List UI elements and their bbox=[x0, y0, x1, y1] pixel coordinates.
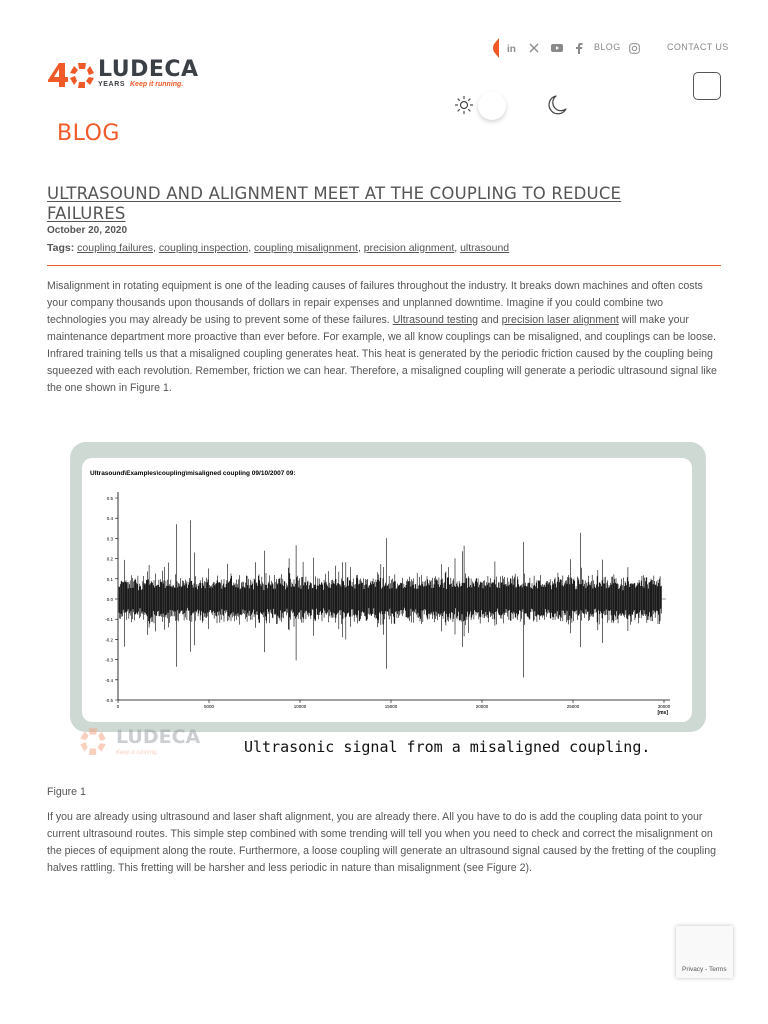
instagram-icon[interactable] bbox=[629, 40, 640, 56]
svg-text:in: in bbox=[507, 44, 516, 54]
logo-name: LUDECA bbox=[98, 57, 199, 82]
sun-icon bbox=[454, 95, 474, 115]
tag-link[interactable]: ultrasound bbox=[460, 242, 510, 254]
y-tick-label: 0.2 bbox=[106, 556, 113, 562]
x-tick-label: 25000 bbox=[566, 704, 580, 709]
section-title: BLOG bbox=[57, 121, 120, 146]
y-tick-label: -0.5 bbox=[105, 698, 113, 703]
post-title[interactable]: ULTRASOUND AND ALIGNMENT MEET AT THE COUPLING TO REDUCE FAILURES bbox=[47, 184, 622, 223]
y-tick-label: 0.1 bbox=[106, 576, 113, 582]
signal-trace bbox=[119, 520, 662, 677]
post-date: October 20, 2020 bbox=[47, 225, 128, 236]
linkedin-icon[interactable] bbox=[507, 40, 519, 56]
facebook-icon[interactable] bbox=[575, 40, 583, 56]
y-tick-label: -0.2 bbox=[105, 637, 113, 643]
watermark-tagline: Keep it running. bbox=[116, 750, 159, 756]
ludeca-logo[interactable] bbox=[46, 57, 199, 92]
x-tick-label: 30000 bbox=[657, 704, 671, 709]
menu-button[interactable] bbox=[693, 72, 721, 100]
ludeca-watermark-logo bbox=[76, 724, 206, 760]
post-tags: Tags: coupling failures, coupling inspection, coupling misalignment, precision alignment, ultrasound bbox=[47, 242, 510, 254]
tag-link[interactable]: coupling misalignment bbox=[254, 242, 358, 254]
signal-chart bbox=[82, 458, 692, 722]
x-tick-label: 20000 bbox=[475, 704, 489, 709]
recaptcha-links[interactable]: Privacy - Terms bbox=[682, 966, 727, 973]
logo-40-mark bbox=[46, 60, 98, 90]
x-tick-label: 15000 bbox=[384, 704, 398, 709]
theme-toggle[interactable] bbox=[452, 90, 572, 122]
y-tick-label: -0.3 bbox=[105, 657, 113, 663]
second-paragraph: If you are already using ultrasound and laser shaft alignment, you are already there. All you have to do is add the coupling data point to your current ultrasound routes. This simple step combined with some trending will tell you when you need to check and correct the misalignment on the pieces of equipment along the route. Furthermore, a loose coupling will generate an ultrasound signal caused by the fretting of the coupling halves rattling. This fretting will be harsher and less periodic in nature than misalignment (see Figure 2). bbox=[47, 811, 717, 874]
tag-link[interactable]: coupling failures bbox=[77, 242, 154, 254]
intro-paragraph: Misalignment in rotating equipment is one of the leading causes of failures throughout the industry. It breaks down machines and often costs your company thousands upon thousands of dollars in repair expenses and unplanned downtime. Imagine if you could combine two technologies you may already be using to prevent some of these failures. Ultrasound testing and precision laser alignment will make your maintenance department more proactive than ever before. For example, we all know couplings can be misaligned, and couplings can be loose. Infrared training tells us that a misaligned coupling generates heat. This heat is generated by the periodic friction caused by the coupling being squeezed with each revolution. Remember, friction we can hear. Therefore, a misaligned coupling will generate a periodic ultrasound signal like the one shown in Figure 1. bbox=[47, 280, 717, 394]
figure-1 bbox=[70, 442, 706, 762]
moon-icon bbox=[548, 94, 568, 116]
recaptcha-badge[interactable] bbox=[676, 926, 733, 978]
x-tick-label: 10000 bbox=[293, 704, 307, 709]
y-tick-label: 0.0 bbox=[106, 597, 113, 602]
tag-link[interactable]: coupling inspection bbox=[158, 242, 249, 254]
orange-tab-accent bbox=[492, 38, 500, 58]
tag-link[interactable]: precision alignment bbox=[363, 242, 455, 254]
top-bar bbox=[0, 38, 768, 58]
y-tick-label: 0.4 bbox=[106, 516, 113, 522]
precision-laser-alignment-link[interactable]: precision laser alignment bbox=[501, 314, 619, 326]
y-tick-label: -0.1 bbox=[105, 617, 113, 623]
logo-years: YEARS bbox=[98, 81, 126, 88]
ultrasound-testing-link[interactable]: Ultrasound testing bbox=[392, 314, 479, 326]
watermark-name: LUDECA bbox=[116, 726, 201, 748]
youtube-icon[interactable] bbox=[551, 40, 563, 56]
figure-label: Figure 1 bbox=[47, 786, 86, 798]
y-tick-label: -0.4 bbox=[105, 677, 113, 683]
x-tick-label: 5000 bbox=[203, 704, 215, 709]
y-tick-label: 0.5 bbox=[106, 496, 113, 501]
figure-frame bbox=[70, 442, 706, 732]
watermark-mark bbox=[76, 724, 110, 758]
logo-tagline: Keep it running. bbox=[130, 81, 184, 88]
x-unit-label: [ms] bbox=[657, 710, 668, 716]
x-icon[interactable] bbox=[529, 40, 539, 56]
signal-plot bbox=[82, 458, 692, 722]
chart-path-label: Ultrasound\Examples\coupling\misaligned coupling 09/10/2007 09: bbox=[90, 470, 296, 477]
nav-contact-link[interactable]: CONTACT US bbox=[667, 42, 729, 52]
x-tick-label: 0 bbox=[116, 704, 120, 709]
title-divider bbox=[47, 265, 721, 266]
figure-caption: Ultrasonic signal from a misaligned coupling. bbox=[244, 738, 651, 756]
nav-blog-link[interactable]: BLOG bbox=[594, 42, 621, 52]
toggle-knob[interactable] bbox=[478, 92, 506, 120]
y-tick-label: 0.3 bbox=[106, 536, 113, 542]
tags-label: Tags: bbox=[47, 242, 75, 254]
